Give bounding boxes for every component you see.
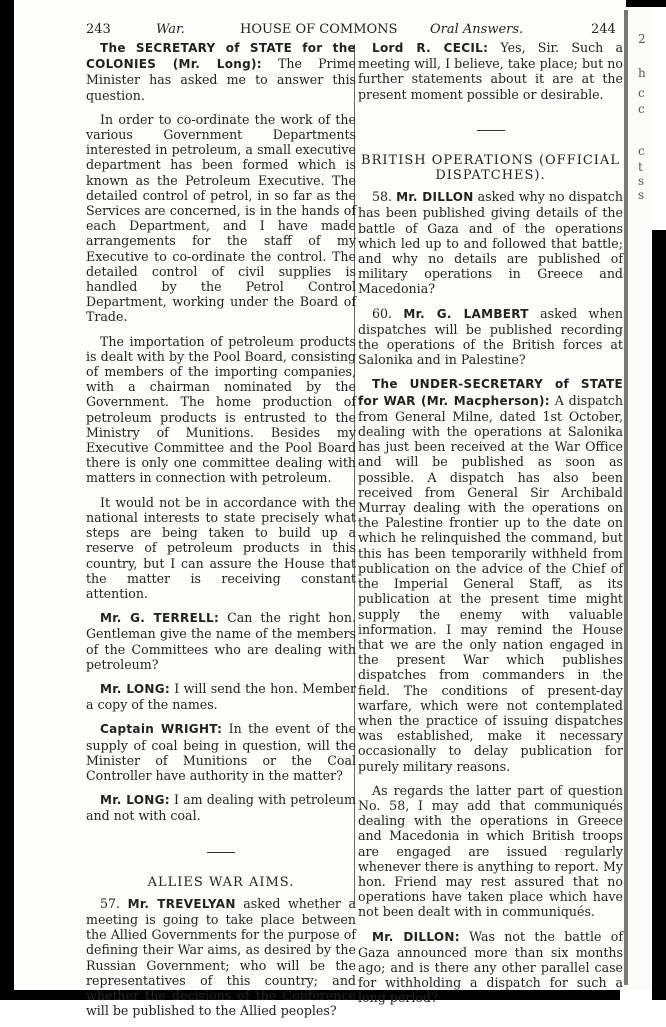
running-title: HOUSE OF COMMONS <box>240 22 398 37</box>
speech-text: asked whether a meeting is going to take place between the Allied Governments for the purpose of defining their War aims, as desired by the Russian Government; who will be the representatives of this country; and whether the decisions of the Conference will be published to the Allied peoples? <box>86 895 356 1019</box>
section-rule <box>477 130 505 131</box>
speech-text: asked why no dispatch has been published giving details of the battle of Gaza and of the operations which led up to and followed that battle; and why no details are published of military operations in Greece and Macedonia? <box>358 189 623 297</box>
speech-text: I will send the hon. Member a copy of the names. <box>86 680 356 713</box>
scan-border-left <box>0 0 14 1000</box>
speaker-name: Mr. G. LAMBERT <box>403 306 529 321</box>
paragraph <box>86 681 356 712</box>
paragraph <box>86 721 356 783</box>
speaker-name: Lord R. CECIL: <box>372 41 489 55</box>
question-number: 60. <box>372 305 404 321</box>
speech-text: A dispatch from General Milne, dated 1st October, dealing with the operations at Salonika has just been received at the War Office and will be published as soon as possible. A dispatch has also been received from General Sir Archibald Murray dealing with the operations on the Palestine frontier up to the date on which he relinquished the command, but this has been temporarily withheld from publication on the advice of the Chief of the Imperial General Staff, as its publication at the present time might supply the enemy with valuable information. I may remind the House that we are the only nation engaged in the present War which publishes dispatches from commanders in the field. The conditions of present-day warfare, which were not contemplated when the practice of issuing dispatches was established, make it necessary occasionally to delay publication for purely military reasons. <box>358 392 624 774</box>
paragraph <box>86 40 356 103</box>
speech-text: I am dealing with petroleum and not with coal. <box>86 792 356 824</box>
question-number: 58. <box>372 189 397 205</box>
speech-text: Yes, Sir. Such a meeting will, I believe, take place; but no further statements about it are at the present moment possible or desirable. <box>358 40 624 102</box>
fragment-char: 2 <box>638 32 646 46</box>
fragment-char: c <box>638 86 645 100</box>
right-column <box>358 40 623 1015</box>
section-rule <box>207 852 235 853</box>
question-number: 57. <box>100 895 128 911</box>
paragraph <box>358 40 623 102</box>
paragraph <box>358 929 623 1006</box>
speech-text: The Prime Minister has asked me to answer this question. <box>86 56 356 103</box>
scan-border-right <box>652 230 666 1000</box>
speaker-name: The UNDER-SECRETARY of STATE for WAR (Mr. Macpherson): <box>358 377 623 408</box>
paragraph <box>86 610 356 672</box>
paragraph: As regards the latter part of question No. 58, I may add that communiqués dealing with the operations in Greece and Macedonia in which British troops are engaged are issued regularly whenever there is anything to report. My hon. Friend may rest assured that no operations have taken place which have not been dealt with in communiqués. <box>358 782 623 920</box>
left-column <box>86 40 356 1027</box>
speaker-name: Mr. G. TERRELL: <box>100 611 220 626</box>
section-label-right: Oral Answers. <box>430 22 524 37</box>
page-number-left: 243 <box>86 22 111 37</box>
speaker-name: Mr. DILLON: <box>372 929 460 944</box>
fragment-char: t <box>638 160 643 174</box>
speaker-name: Mr. DILLON <box>396 190 474 205</box>
paragraph: In order to co-ordinate the work of the various Government Departments interested in petroleum, a small executive department has been formed which is known as the Petroleum Executive. The detailed control of petrol, in so far as the Services are concerned, is in the hands of each Department, and I have made arrangements for the staff of my Executive to co-ordinate the control. The detailed control of civil supplies is handled by the Petrol Control Department, working under the Board of Trade. <box>86 111 356 325</box>
section-heading: BRITISH OPERATIONS (OFFICIAL DISPATCHES). <box>361 152 620 184</box>
fragment-char: s <box>638 174 645 188</box>
paragraph <box>358 189 623 296</box>
fragment-char: c <box>638 144 645 158</box>
section-heading: ALLIES WAR AIMS. <box>147 874 295 890</box>
fragment-char: c <box>638 102 645 116</box>
speech-text: Can the right hon. Gentleman give the name of the members of the Committees who are dealing with petroleum? <box>86 610 357 672</box>
speaker-name: Captain WRIGHT: <box>100 722 223 737</box>
paragraph: It would not be in accordance with the national interests to state precisely what steps are being taken to build up a reserve of petroleum products in this country, but I can assure the House that the matter is receiving constant attention. <box>86 494 356 601</box>
fragment-char: h <box>638 66 646 80</box>
section-label-left: War. <box>156 22 185 37</box>
speaker-name: The SECRETARY of STATE for the COLONIES (Mr. Long): <box>86 41 356 72</box>
speech-text: In the event of the supply of coal being in question, will the Minister of Munitions or the Coal Controller have authority in the matter? <box>86 721 357 783</box>
paragraph <box>86 792 356 823</box>
paragraph <box>358 376 623 773</box>
next-page-fragment <box>628 7 652 990</box>
speaker-name: Mr. TREVELYAN <box>127 896 236 911</box>
speaker-name: Mr. LONG: <box>100 681 170 696</box>
fragment-char: s <box>638 188 645 202</box>
speaker-name: Mr. LONG: <box>100 793 170 808</box>
paragraph: The importation of petroleum products is dealt with by the Pool Board, consisting of members of the importing companies, with a chairman nominated by the Government. The home production of petroleum products is entrusted to the Ministry of Munitions. Besides my Executive Committee and the Pool Board there is only one committee dealing with matters in connection with petroleum. <box>86 333 356 486</box>
paragraph <box>358 306 623 368</box>
page-number-right: 244 <box>591 22 616 37</box>
page-header <box>86 22 620 38</box>
speech-text: Was not the battle of Gaza announced more than six months ago; and is there any other parallel case for withholding a dispatch for such a long period? <box>358 928 623 1006</box>
speech-text: asked when dispatches will be published recording the operations of the British forces at Salonika and in Palestine? <box>358 305 623 368</box>
